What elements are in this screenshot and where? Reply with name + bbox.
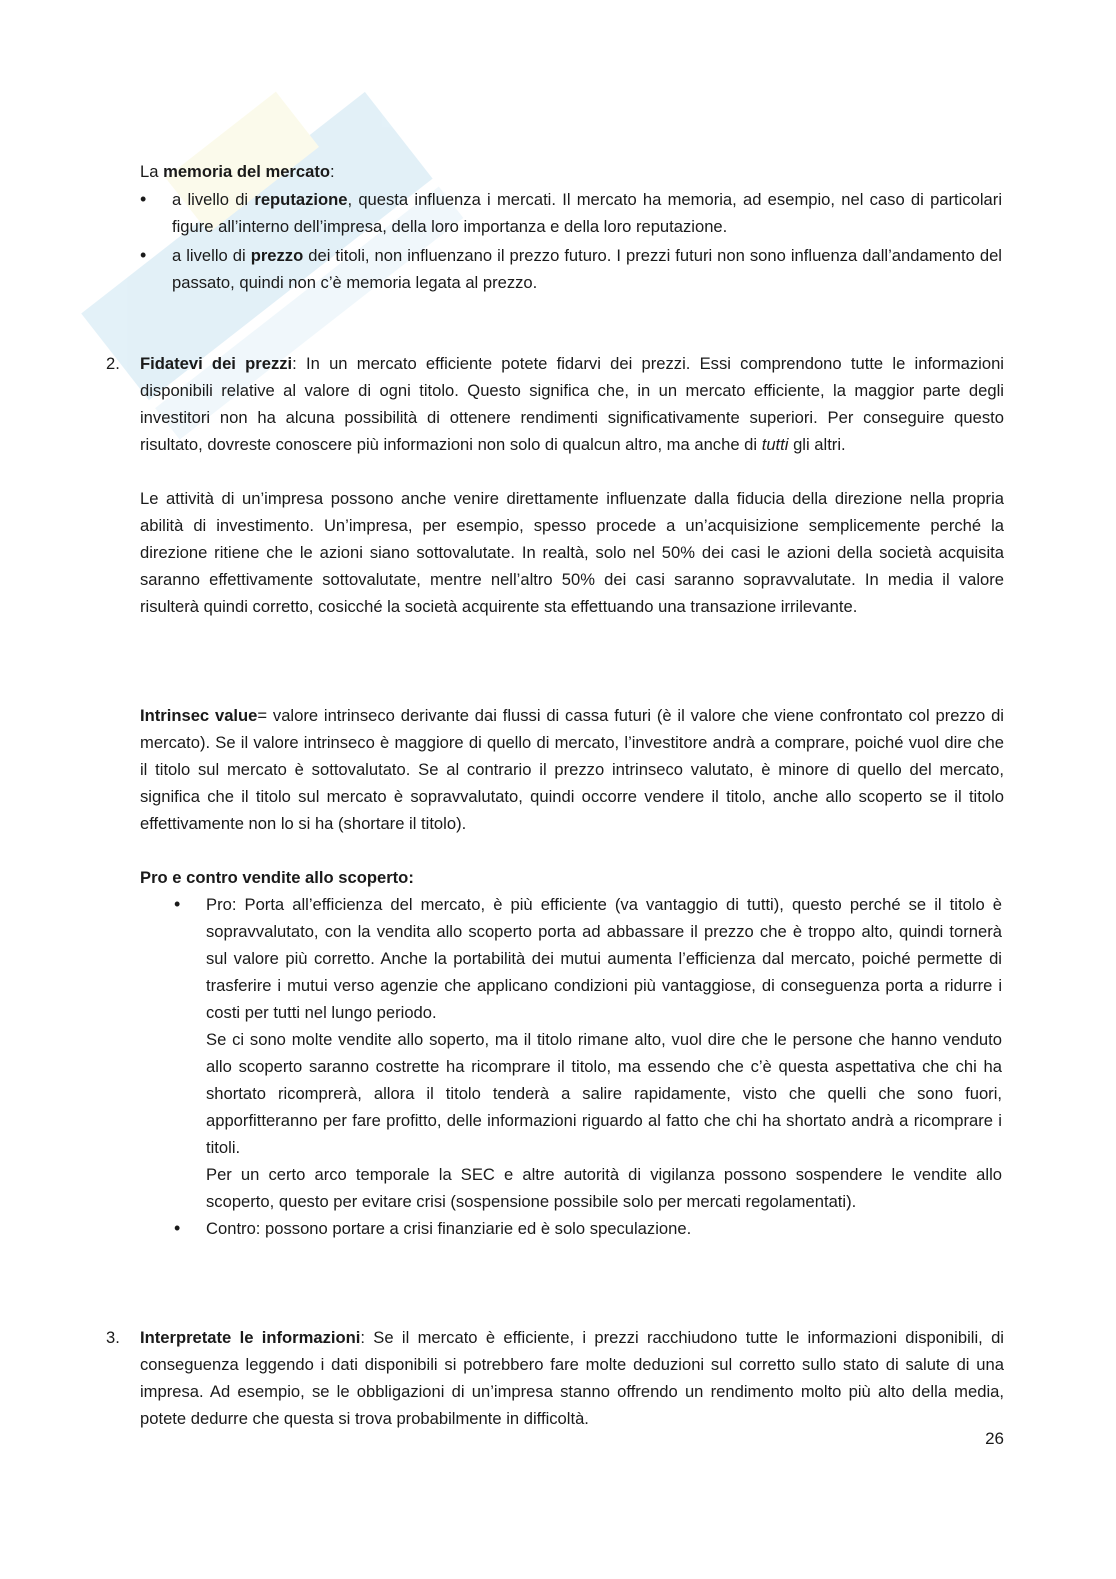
pro-paragraph-2: Se ci sono molte vendite allo soperto, ma il titolo rimane alto, vuol dire che le persone che hanno venduto allo scoperto saranno costrette ha ricomprare il titolo, ma essendo che c’è questa aspettativa che chi ha shortato ricomprerà, allora il titolo tenderà a salire rapidamente, visto che quelli che sono fuori, apporfitteranno per fare profitto, delle informazioni riguardo al fatto che chi ha shortato andrà a ricomprare i titoli. xyxy=(206,1030,1002,1157)
section-2-paragraph-2: Le attività di un’impresa possono anche venire direttamente influenzate dalla fiducia della direzione nella propria abilità di investimento. Un’impresa, per esempio, spesso procede a un’acquisizione semplicemente perché la direzione ritiene che le azioni siano sottovalutate. In realtà, solo nel 50% dei casi le azioni della società acquisita saranno effettivamente sottovalutate, mentre nell’altro 50% dei casi saranno sopravvalutate. In media il valore risulterà quindi corretto, cosicché la società acquirente sta effettuando una transazione irrilevante. xyxy=(140,489,1004,616)
memoria-heading: La memoria del mercato: xyxy=(140,162,335,181)
procontro-heading: Pro e contro vendite allo scoperto: xyxy=(140,868,414,887)
contro-bullet: • Contro: possono portare a crisi finanziarie ed è solo speculazione. xyxy=(206,1215,1002,1242)
page-number: 26 xyxy=(985,1429,1004,1448)
pro-bullet xyxy=(206,891,1002,1215)
intrinsec-value-paragraph: Intrinsec value= valore intrinseco derivante dai flussi di cassa futuri (è il valore che viene confrontato col prezzo di mercato). Se il valore intrinseco è maggiore di quello di mercato, l’investitore andrà a comprare, poiché vuol dire che il titolo sul mercato è sottovalutato. Se al contrario il prezzo intrinseco valutato, è minore di quello del mercato, significa che il titolo sul mercato è sopravvalutato, quindi occorre vendere il titolo, anche allo scoperto se il titolo effettivamente non lo si ha (shortare il titolo). xyxy=(140,706,1004,833)
section-3-number: 3. xyxy=(106,1328,120,1347)
section-2-paragraph-1: Fidatevi dei prezzi: In un mercato efficiente potete fidarvi dei prezzi. Essi comprendono tutte le informazioni disponibili relative al valore di ogni titolo. Questo significa che, in un mercato efficiente, la maggior parte degli investitori non ha alcuna possibilità di ottenere rendimenti significativamente superiori. Per conseguire questo risultato, dovreste conoscere più informazioni non solo di qualcun altro, ma anche di tutti gli altri. xyxy=(140,354,1004,454)
section-2-number: 2. xyxy=(106,354,120,373)
pro-paragraph-3: Per un certo arco temporale la SEC e altre autorità di vigilanza possono sospendere le vendite allo scoperto, questo per evitare crisi (sospensione possibile solo per mercati regolamentati). xyxy=(206,1165,1002,1211)
pro-paragraph-1: • Pro: Porta all’efficienza del mercato, è più efficiente (va vantaggio di tutti), questo perché se il titolo è sopravvalutato, con la vendita allo scoperto porta ad abbassare il prezzo che è troppo alto, quindi tornerà sul valore più corretto. Anche la portabilità dei mutui aumenta l’efficienza dal mercato, poiché permette di trasferire i mutui verso agenzie che applicano condizioni più vantaggiose, di conseguenza porta a ridurre i costi per tutti nel lungo periodo. xyxy=(206,895,1002,1022)
memoria-bullet-reputazione: • a livello di reputazione, questa influenza i mercati. Il mercato ha memoria, ad esempio, nel caso di particolari figure all’interno dell’impresa, della loro importanza e della loro reputazione. xyxy=(172,186,1002,240)
section-3-paragraph: Interpretate le informazioni: Se il mercato è efficiente, i prezzi racchiudono tutte le informazioni disponibili, di conseguenza leggendo i dati disponibili si potrebbero fare molte deduzioni sul corretto sullo stato di salute di una impresa. Ad esempio, se le obbligazioni di un’impresa stanno offrendo un rendimento molto più alto della media, potete dedurre che questa si trova probabilmente in difficoltà. xyxy=(140,1328,1004,1428)
memoria-bullet-prezzo: • a livello di prezzo dei titoli, non influenzano il prezzo futuro. I prezzi futuri non sono influenza dall’andamento del passato, quindi non c’è memoria legata al prezzo. xyxy=(172,242,1002,296)
